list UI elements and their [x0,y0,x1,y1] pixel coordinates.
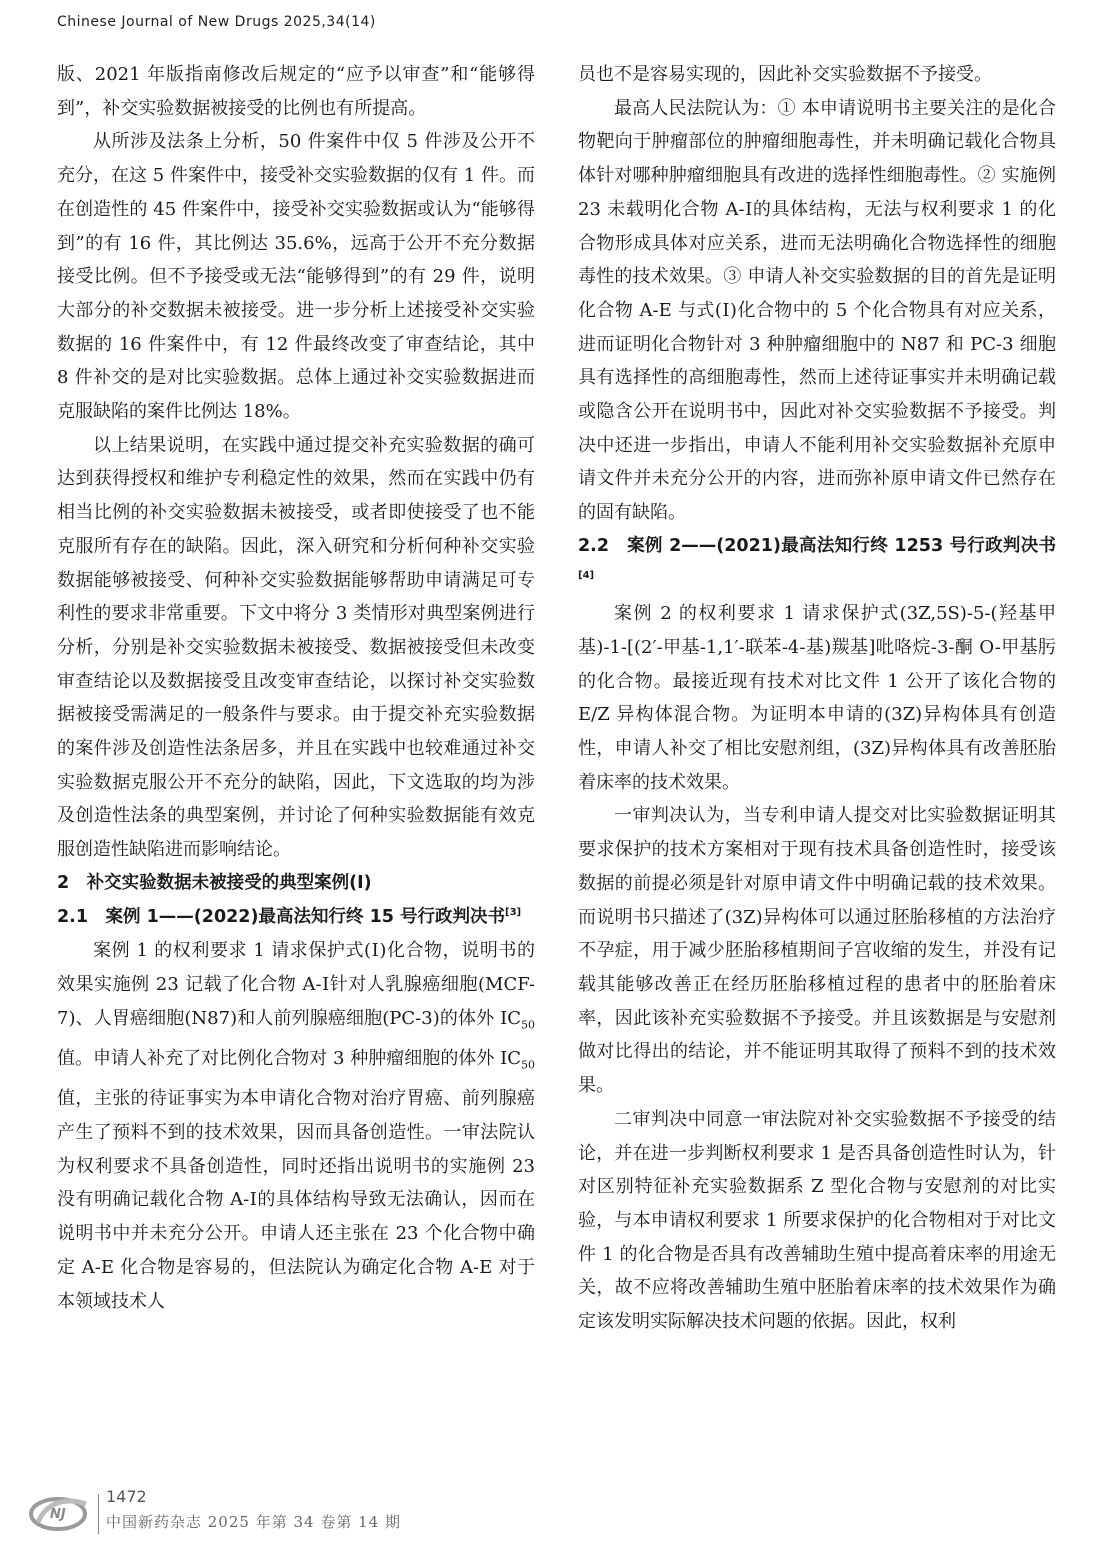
paragraph: 从所涉及法条上分析，50 件案件中仅 5 件涉及公开不充分，在这 5 件案件中，接受补交实验数据的仅有 1 件。而在创造性的 45 件案件中，接受补交实验数据或认为“能够得到”的有 16 件，其比例达 35.6%，远高于公开不充分数据接受比例。但不予接受或无法“能够得到”的有 29 件，说明大部分的补交数据未被接受。进一步分析上述接受补交实验数据的 16 件案件中，有 12 件最终改变了审查结论，其中 8 件补交的是对比实验数据。总体上通过补交实验数据进而克服缺陷的案件比例达 18%。 [57,131,535,423]
text-run: 案例 1 的权利要求 1 请求保护式(Ⅰ)化合物，说明书的效果实施例 23 记载了化合物 A-Ⅰ针对人乳腺癌细胞(MCF-7)、人胃癌细胞(N87)和人前列腺癌细胞(PC-3)的体外 IC [57,940,535,1029]
svg-text:NJ: NJ [50,1507,66,1522]
text-run: 值。申请人补充了对比例化合物对 3 种肿瘤细胞的体外 IC [57,1047,521,1069]
subsection-heading-text: 2.2 案例 2——(2021)最高法知行终 1253 号行政判决书 [578,535,1056,556]
paragraph [57,934,535,1318]
subsection-heading-text: 2.1 案例 1——(2022)最高法知行终 15 号行政判决书 [57,906,506,927]
right-column [578,58,1056,1339]
subscript: 50 [521,1018,535,1032]
section-heading: 2 补交实验数据未被接受的典型案例(Ⅰ) [57,872,372,893]
page-number: 1472 [106,1487,147,1506]
reference-link[interactable]: [3] [505,906,522,918]
page-footer [28,1484,528,1544]
journal-name: 中国新药杂志 2025 年第 34 卷第 14 期 [106,1513,401,1531]
paragraph: 案例 2 的权利要求 1 请求保护式(3Z,5S)-5-(羟基甲基)-1-[(2′-甲基-1,1′-联苯-4-基)羰基]吡咯烷-3-酮 O-甲基肟的化合物。最接近现有技术对比文件 1 公开了该化合物的 E/Z 异构体混合物。为证明本申请的(3Z)异构体具有创造性，申请人补交了相比安慰剂组，(3Z)异构体具有改善胚胎着床率的技术效果。 [578,603,1056,793]
journal-logo-icon [28,1490,92,1534]
subsection-heading [57,901,535,935]
text-run: 值，主张的待证事实为本申请化合物对治疗胃癌、前列腺癌产生了预料不到的技术效果，因而具备创造性。一审法院认为权利要求不具备创造性，同时还指出说明书的实施例 23 没有明确记载化合物 A-Ⅰ的具体结构导致无法确认，因而在说明书中并未充分公开。申请人还主张在 23 个化合物中确定 A-E 化合物是容易的，但法院认为确定化合物 A-E 对于本领域技术人 [57,1088,535,1312]
running-head: Chinese Journal of New Drugs 2025,34(14) [57,14,376,30]
subsection-heading [578,530,1056,597]
subscript: 50 [521,1058,535,1072]
paragraph: 二审判决中同意一审法院对补交实验数据不予接受的结论，并在进一步判断权利要求 1 是否具备创造性时认为，针对区别特征补充实验数据系 Z 型化合物与安慰剂的对比实验，与本申请权利要求 1 所要求保护的化合物相对于对比文件 1 的化合物是否具有改善辅助生殖中提高着床率的用途无关，故不应将改善辅助生殖中胚胎着床率的技术效果作为确定该发明实际解决技术问题的依据。因此，权利 [578,1108,1056,1333]
footer-divider [98,1494,99,1534]
paragraph: 以上结果说明，在实践中通过提交补充实验数据的确可达到获得授权和维护专利稳定性的效果，然而在实践中仍有相当比例的补交实验数据未被接受，或者即使接受了也不能克服所有存在的缺陷。因此，深入研究和分析何种补交实验数据能够被接受、何种补交实验数据能够帮助申请满足可专利性的要求非常重要。下文中将分 3 类情形对典型案例进行分析，分别是补交实验数据未被接受、数据被接受但未改变审查结论以及数据接受且改变审查结论，以探讨补交实验数据被接受需满足的一般条件与要求。由于提交补充实验数据的案件涉及创造性法条居多，并且在实践中也较难通过补交实验数据克服公开不充分的缺陷，因此，下文选取的均为涉及创造性法条的典型案例，并讨论了何种实验数据能有效克服创造性缺陷进而影响结论。 [57,434,535,861]
reference-link[interactable]: [4] [578,569,595,581]
paragraph: 员也不是容易实现的，因此补交实验数据不予接受。 [578,64,992,85]
paragraph: 版、2021 年版指南修改后规定的“应予以审查”和“能够得到”，补交实验数据被接受的比例也有所提高。 [57,64,535,119]
paragraph: 一审判决认为，当专利申请人提交对比实验数据证明其要求保护的技术方案相对于现有技术具备创造性时，接受该数据的前提必须是针对原申请文件中明确记载的技术效果。而说明书只描述了(3Z)异构体可以通过胚胎移植的方法治疗不孕症，用于减少胚胎移植期间子宫收缩的发生，并没有记载其能够改善正在经历胚胎移植过程的患者中的胚胎着床率，因此该补充实验数据不予接受。并且该数据是与安慰剂做对比得出的结论，并不能证明其取得了预料不到的技术效果。 [578,805,1056,1097]
left-column [57,58,535,1318]
paragraph: 最高人民法院认为：① 本申请说明书主要关注的是化合物靶向于肿瘤部位的肿瘤细胞毒性，并未明确记载化合物具体针对哪种肿瘤细胞具有改进的选择性细胞毒性。② 实施例 23 未载明化合物 A-Ⅰ的具体结构，无法与权利要求 1 的化合物形成具体对应关系，进而无法明确化合物选择性的细胞毒性的技术效果。③ 申请人补交实验数据的目的首先是证明化合物 A-E 与式(Ⅰ)化合物中的 5 个化合物具有对应关系，进而证明化合物针对 3 种肿瘤细胞中的 N87 和 PC-3 细胞具有选择性的高细胞毒性，然而上述待证事实并未明确记载或隐含公开在说明书中，因此对补交实验数据不予接受。判决中还进一步指出，申请人不能利用补交实验数据补充原申请文件并未充分公开的内容，进而弥补原申请文件已然存在的固有缺陷。 [578,97,1056,524]
